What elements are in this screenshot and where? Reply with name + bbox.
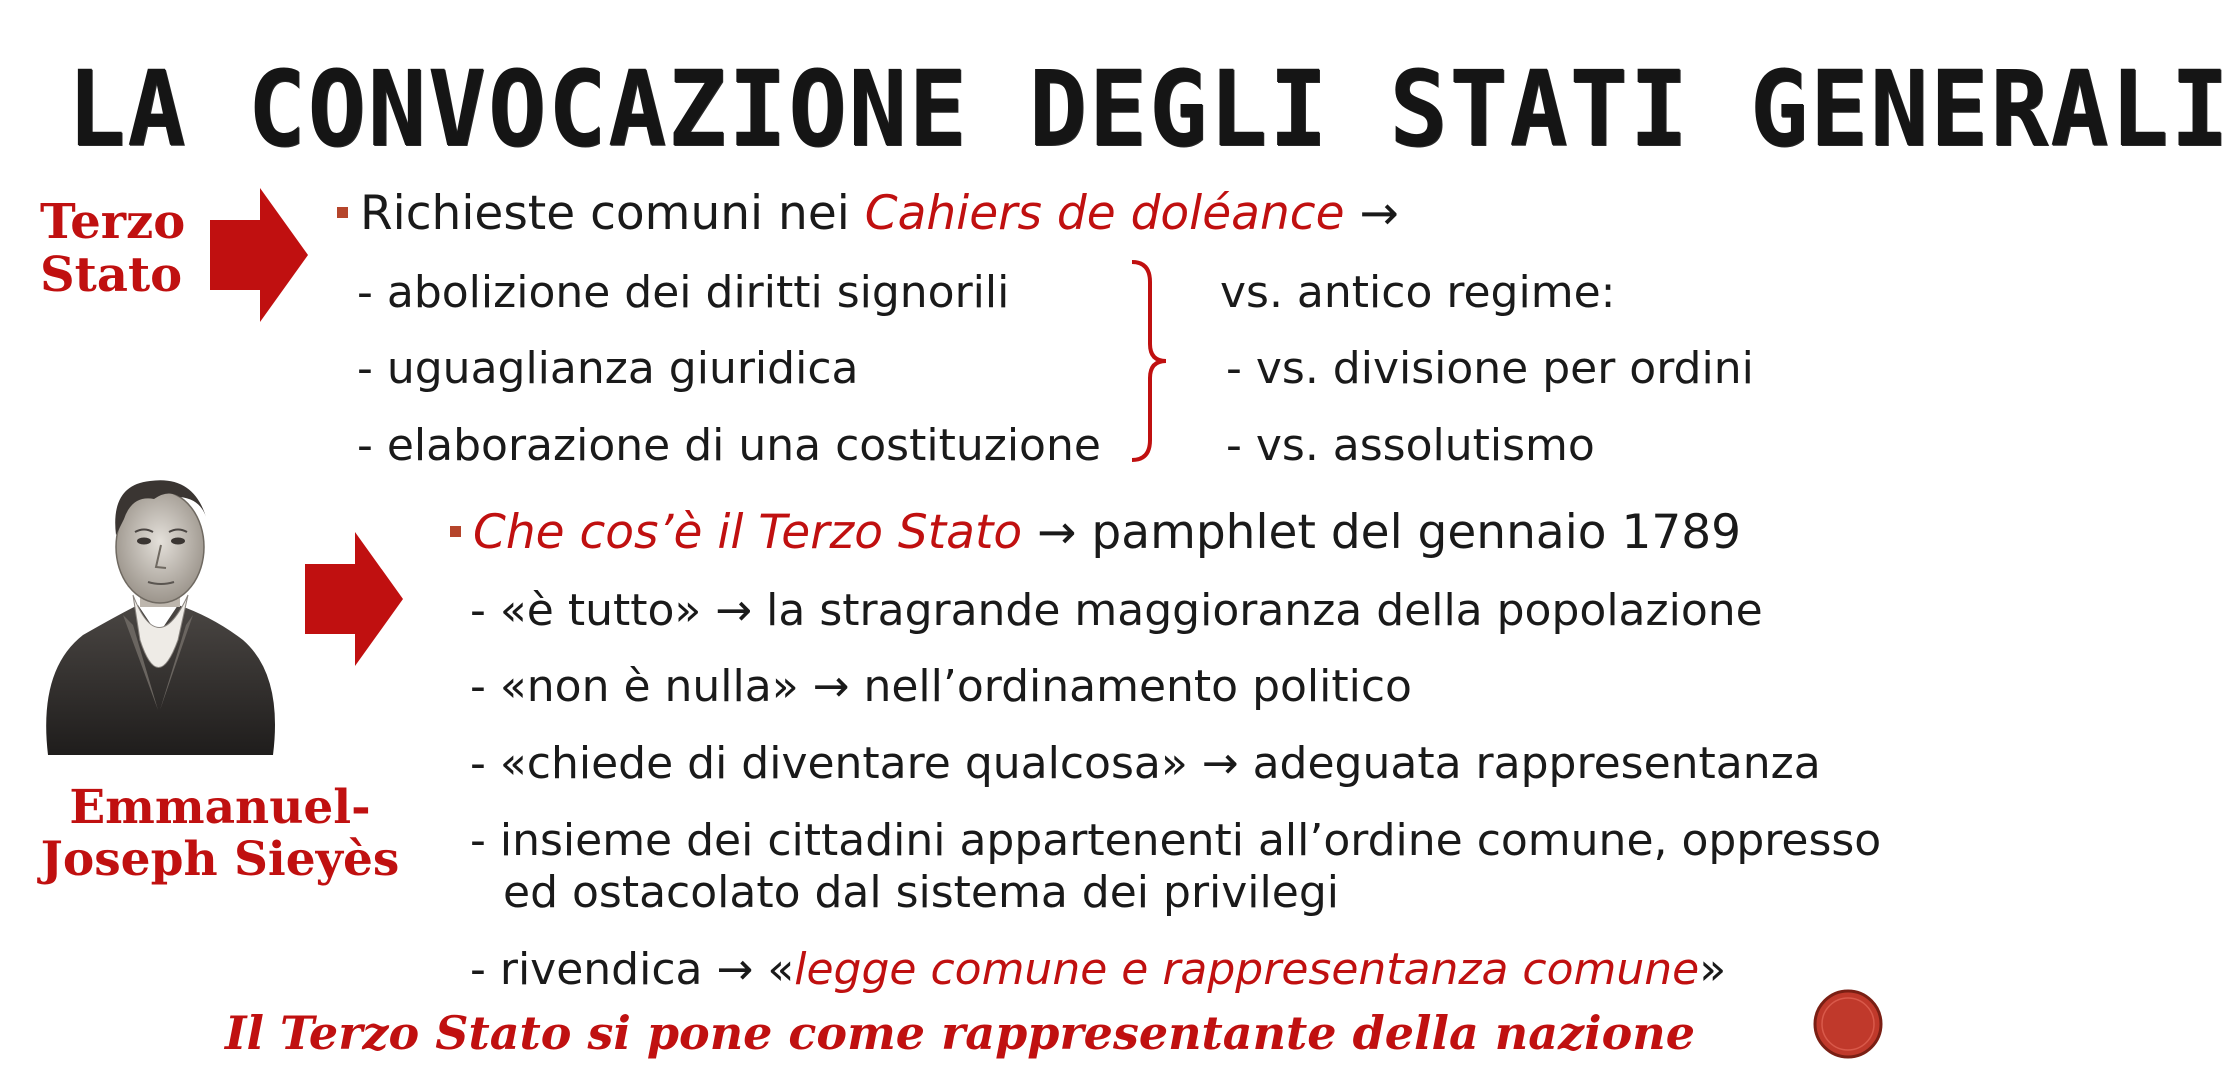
cahiers-lead-text: Richieste comuni nei [360,186,850,241]
slide-title: LA CONVOCAZIONE DEGLI STATI GENERALI [67,48,2230,170]
pamphlet-point: - «è tutto» → la stragrande maggioranza della popolazione [470,585,1763,636]
pamphlet-title: Che cos’è il Terzo Stato [473,505,1023,560]
square-bullet-icon [337,207,348,218]
square-bullet-icon [450,526,461,537]
slide-number-badge [1812,988,1884,1064]
claim-before: - rivendica → « [470,944,795,995]
demand-item: - abolizione dei diritti signorili [357,267,1010,318]
against-item: - vs. assolutismo [1226,420,1595,471]
against-item: - vs. divisione per ordini [1226,343,1754,394]
sieyes-label-line2: Joseph Sieyès [40,831,400,887]
claim-line [470,944,1726,995]
against-item: vs. antico regime: [1220,267,1616,318]
terzo-stato-label-line2: Stato [40,246,183,303]
pamphlet-point: - «non è nulla» → nell’ordinamento politico [470,661,1412,712]
arrow-right-icon [305,532,403,666]
sieyes-label [20,782,420,885]
demand-item: - elaborazione di una costituzione [357,420,1101,471]
conclusion: Il Terzo Stato si pone come rappresentante della nazione [224,1006,1696,1060]
cahiers-lead [337,186,1399,241]
sieyes-portrait [28,455,288,769]
terzo-stato-label [40,196,185,302]
pamphlet-lead [450,505,1741,560]
claim-quote: legge comune e rappresentanza comune [794,944,1700,995]
right-brace-icon [1128,258,1168,468]
terzo-stato-label-line1: Terzo [40,194,186,250]
demand-item: - uguaglianza giuridica [357,343,859,394]
sieyes-label-line1: Emmanuel- [69,780,371,835]
cahiers-title: Cahiers de doléance [864,186,1345,241]
arrow-right-icon [210,188,308,322]
pamphlet-point: - «chiede di diventare qualcosa» → adeguata rappresentanza [470,738,1821,789]
cahiers-arrow: → [1359,186,1399,241]
pamphlet-point: - insieme dei cittadini appartenenti all’ordine comune, oppresso [470,815,1882,866]
pamphlet-lead-rest: → pamphlet del gennaio 1789 [1037,505,1742,560]
claim-after: » [1699,944,1727,995]
pamphlet-point-continued: ed ostacolato dal sistema dei privilegi [503,867,1339,918]
